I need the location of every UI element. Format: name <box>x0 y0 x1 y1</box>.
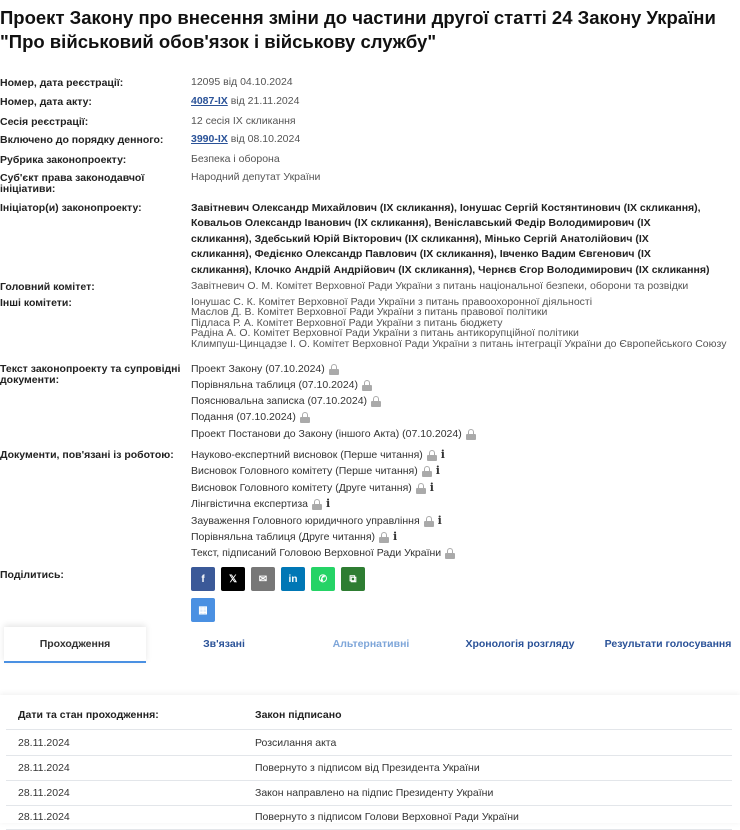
committee-item: Підласа Р. А. Комітет Верховної Ради України з питань бюджету <box>191 316 503 329</box>
text-doc-label: Подання (07.10.2024) <box>191 411 296 423</box>
whatsapp-icon: ✆ <box>318 573 328 585</box>
related-doc[interactable] <box>191 481 434 495</box>
lock-icon <box>466 429 476 440</box>
related-doc[interactable] <box>191 448 445 462</box>
tab-voting-results[interactable]: Результати голосування <box>604 638 732 650</box>
act-label: Номер, дата акту: <box>0 96 92 108</box>
text-doc[interactable] <box>191 362 339 376</box>
related-doc[interactable] <box>191 530 397 544</box>
info-icon[interactable]: i <box>435 464 440 477</box>
act-link[interactable]: 4087-IX <box>191 95 228 107</box>
table-row <box>6 756 732 781</box>
reg-value: 12095 від 04.10.2024 <box>191 76 293 88</box>
info-icon[interactable]: i <box>440 448 445 461</box>
row-status: Повернуто з підписом Голови Верховної Ради України <box>255 811 519 823</box>
info-icon[interactable]: i <box>437 514 442 527</box>
tab-progress[interactable]: Проходження <box>4 627 146 663</box>
committee-item: Климпуш-Цинцадзе І. О. Комітет Верховної Ради України з питань інтеграції України до Європейського Союзу <box>191 337 727 350</box>
share-facebook-button[interactable] <box>191 567 215 591</box>
related-doc[interactable] <box>191 497 330 511</box>
related-doc[interactable] <box>191 514 442 528</box>
lock-icon <box>312 499 322 510</box>
header-status: Закон підписано <box>255 709 342 721</box>
tab-related[interactable]: Зв'язані <box>203 638 245 650</box>
row-status: Закон направлено на підпис Президенту України <box>255 787 494 799</box>
info-icon[interactable]: i <box>325 497 331 510</box>
texts-label: Текст законопроекту та супровідні документи: <box>0 363 181 386</box>
lock-icon <box>379 532 389 543</box>
related-doc[interactable] <box>191 546 455 560</box>
related-doc[interactable] <box>191 464 440 478</box>
session-value: 12 сесія IX скликання <box>191 115 296 127</box>
lock-icon <box>424 516 434 527</box>
info-icon[interactable]: i <box>393 530 398 543</box>
other-committees-list <box>191 297 731 349</box>
other-committees-label: Інші комітети: <box>0 297 72 309</box>
text-doc[interactable] <box>191 378 372 392</box>
qr-code-icon: ▦ <box>198 604 208 616</box>
row-status: Розсилання акта <box>255 737 337 749</box>
row-date: 28.11.2024 <box>18 811 70 823</box>
subject-value: Народний депутат України <box>191 171 321 183</box>
row-date: 28.11.2024 <box>18 762 70 774</box>
related-doc-label: Висновок Головного комітету (Перше читання) <box>191 465 418 477</box>
text-doc-label: Проект Постанови до Закону (іншого Акта) (07.10.2024) <box>191 428 462 440</box>
committee-item: Іонушас С. К. Комітет Верховної Ради України з питань правоохоронної діяльності <box>191 296 593 308</box>
share-email-button[interactable] <box>251 567 275 591</box>
committee-item: Маслов Д. В. Комітет Верховної Ради України з питань правової політики <box>191 306 548 319</box>
share-linkedin-button[interactable] <box>281 567 305 591</box>
related-doc-label: Лінгвістична експертиза <box>191 498 308 510</box>
related-doc-label: Висновок Головного комітету (Друге читання) <box>191 482 412 494</box>
lock-icon <box>427 450 437 461</box>
tab-alternative[interactable]: Альтернативні <box>332 638 410 650</box>
agenda-value <box>191 133 300 146</box>
share-x-button[interactable] <box>221 567 245 591</box>
committee-item: Радіна А. О. Комітет Верховної Ради України з питань антикорупційної політики <box>191 327 579 340</box>
page-title: Проект Закону про внесення зміни до частини другої статті 24 Закону України "Про військовий обов'язок і військову службу" <box>0 7 716 52</box>
header-dates: Дати та стан проходження: <box>18 709 159 721</box>
row-status: Повернуто з підписом від Президента України <box>255 762 480 774</box>
progress-panel <box>0 695 740 823</box>
act-date: від 21.11.2024 <box>227 95 300 107</box>
subject-label: Суб'єкт права законодавчої ініціативи: <box>0 172 145 195</box>
act-value <box>191 95 299 108</box>
lock-icon <box>329 364 339 375</box>
facebook-icon: f <box>201 573 205 585</box>
lock-icon <box>300 412 310 423</box>
lock-icon <box>371 396 381 407</box>
text-doc-label: Порівняльна таблиця (07.10.2024) <box>191 379 359 391</box>
copy-icon: ⧉ <box>349 573 357 585</box>
x-icon: 𝕏 <box>228 573 238 585</box>
text-doc[interactable] <box>191 394 381 408</box>
lock-icon <box>422 466 432 477</box>
agenda-link[interactable]: 3990-IX <box>191 133 228 145</box>
agenda-label: Включено до порядку денного: <box>0 134 164 146</box>
lock-icon <box>445 548 455 559</box>
row-date: 28.11.2024 <box>18 787 70 799</box>
related-doc-label: Зауваження Головного юридичного управління <box>191 515 420 527</box>
tab-bar <box>0 627 740 661</box>
rubric-label: Рубрика законопроекту: <box>0 154 127 166</box>
initiators-value: Завітневич Олександр Михайлович (IX скликання), Іонушас Сергій Костянтинович (IX скликання), Ковальов Олександр Іванович (IX скликання), Веніславський Федір Володимирович (IX скликання), Здебський Юрій Вікторович (IX скликання), Мінько Сергій Анатолійович (IX скликання), Федієнко Олександр Павлович (IX скликання), Івченко Вадим Євгенович (IX скликання), Клочко Андрій Андрійович (IX скликання), Чернєв Єгор Володимирович (IX скликання) <box>191 202 710 276</box>
rubric-value: Безпека і оборона <box>191 153 280 165</box>
text-doc-label: Проект Закону (07.10.2024) <box>191 363 325 375</box>
related-doc-label: Текст, підписаний Головою Верховної Ради України <box>191 547 442 559</box>
share-copy-button[interactable] <box>341 567 365 591</box>
share-label: Поділитись: <box>0 569 64 581</box>
share-qr-button[interactable] <box>191 598 215 622</box>
tab-chronology[interactable]: Хронологія розгляду <box>465 638 575 650</box>
reg-label: Номер, дата реєстрації: <box>0 77 124 89</box>
text-doc[interactable] <box>191 427 476 441</box>
text-doc[interactable] <box>191 410 310 424</box>
main-committee-label: Головний комітет: <box>0 281 95 293</box>
related-doc-label: Порівняльна таблиця (Друге читання) <box>191 531 376 543</box>
text-doc-label: Пояснювальна записка (07.10.2024) <box>191 395 368 407</box>
table-header <box>6 701 732 730</box>
table-row <box>6 781 732 806</box>
session-label: Сесія реєстрації: <box>0 116 89 128</box>
linkedin-icon: in <box>288 573 298 585</box>
email-icon: ✉ <box>258 573 268 585</box>
row-date: 28.11.2024 <box>18 737 70 749</box>
share-whatsapp-button[interactable] <box>311 567 335 591</box>
agenda-date: від 08.10.2024 <box>227 133 301 145</box>
table-row <box>6 731 732 756</box>
info-icon[interactable]: i <box>429 481 434 494</box>
initiators-label: Ініціатор(и) законопроекту: <box>0 202 142 214</box>
related-doc-label: Науково-експертний висновок (Перше читання) <box>191 449 423 461</box>
lock-icon <box>416 483 426 494</box>
main-committee-value: Завітневич О. М. Комітет Верховної Ради України з питань національної безпеки, оборони та розвідки <box>191 280 689 292</box>
related-docs-label: Документи, пов'язані із роботою: <box>0 449 174 461</box>
lock-icon <box>362 380 372 391</box>
table-row <box>6 805 732 830</box>
